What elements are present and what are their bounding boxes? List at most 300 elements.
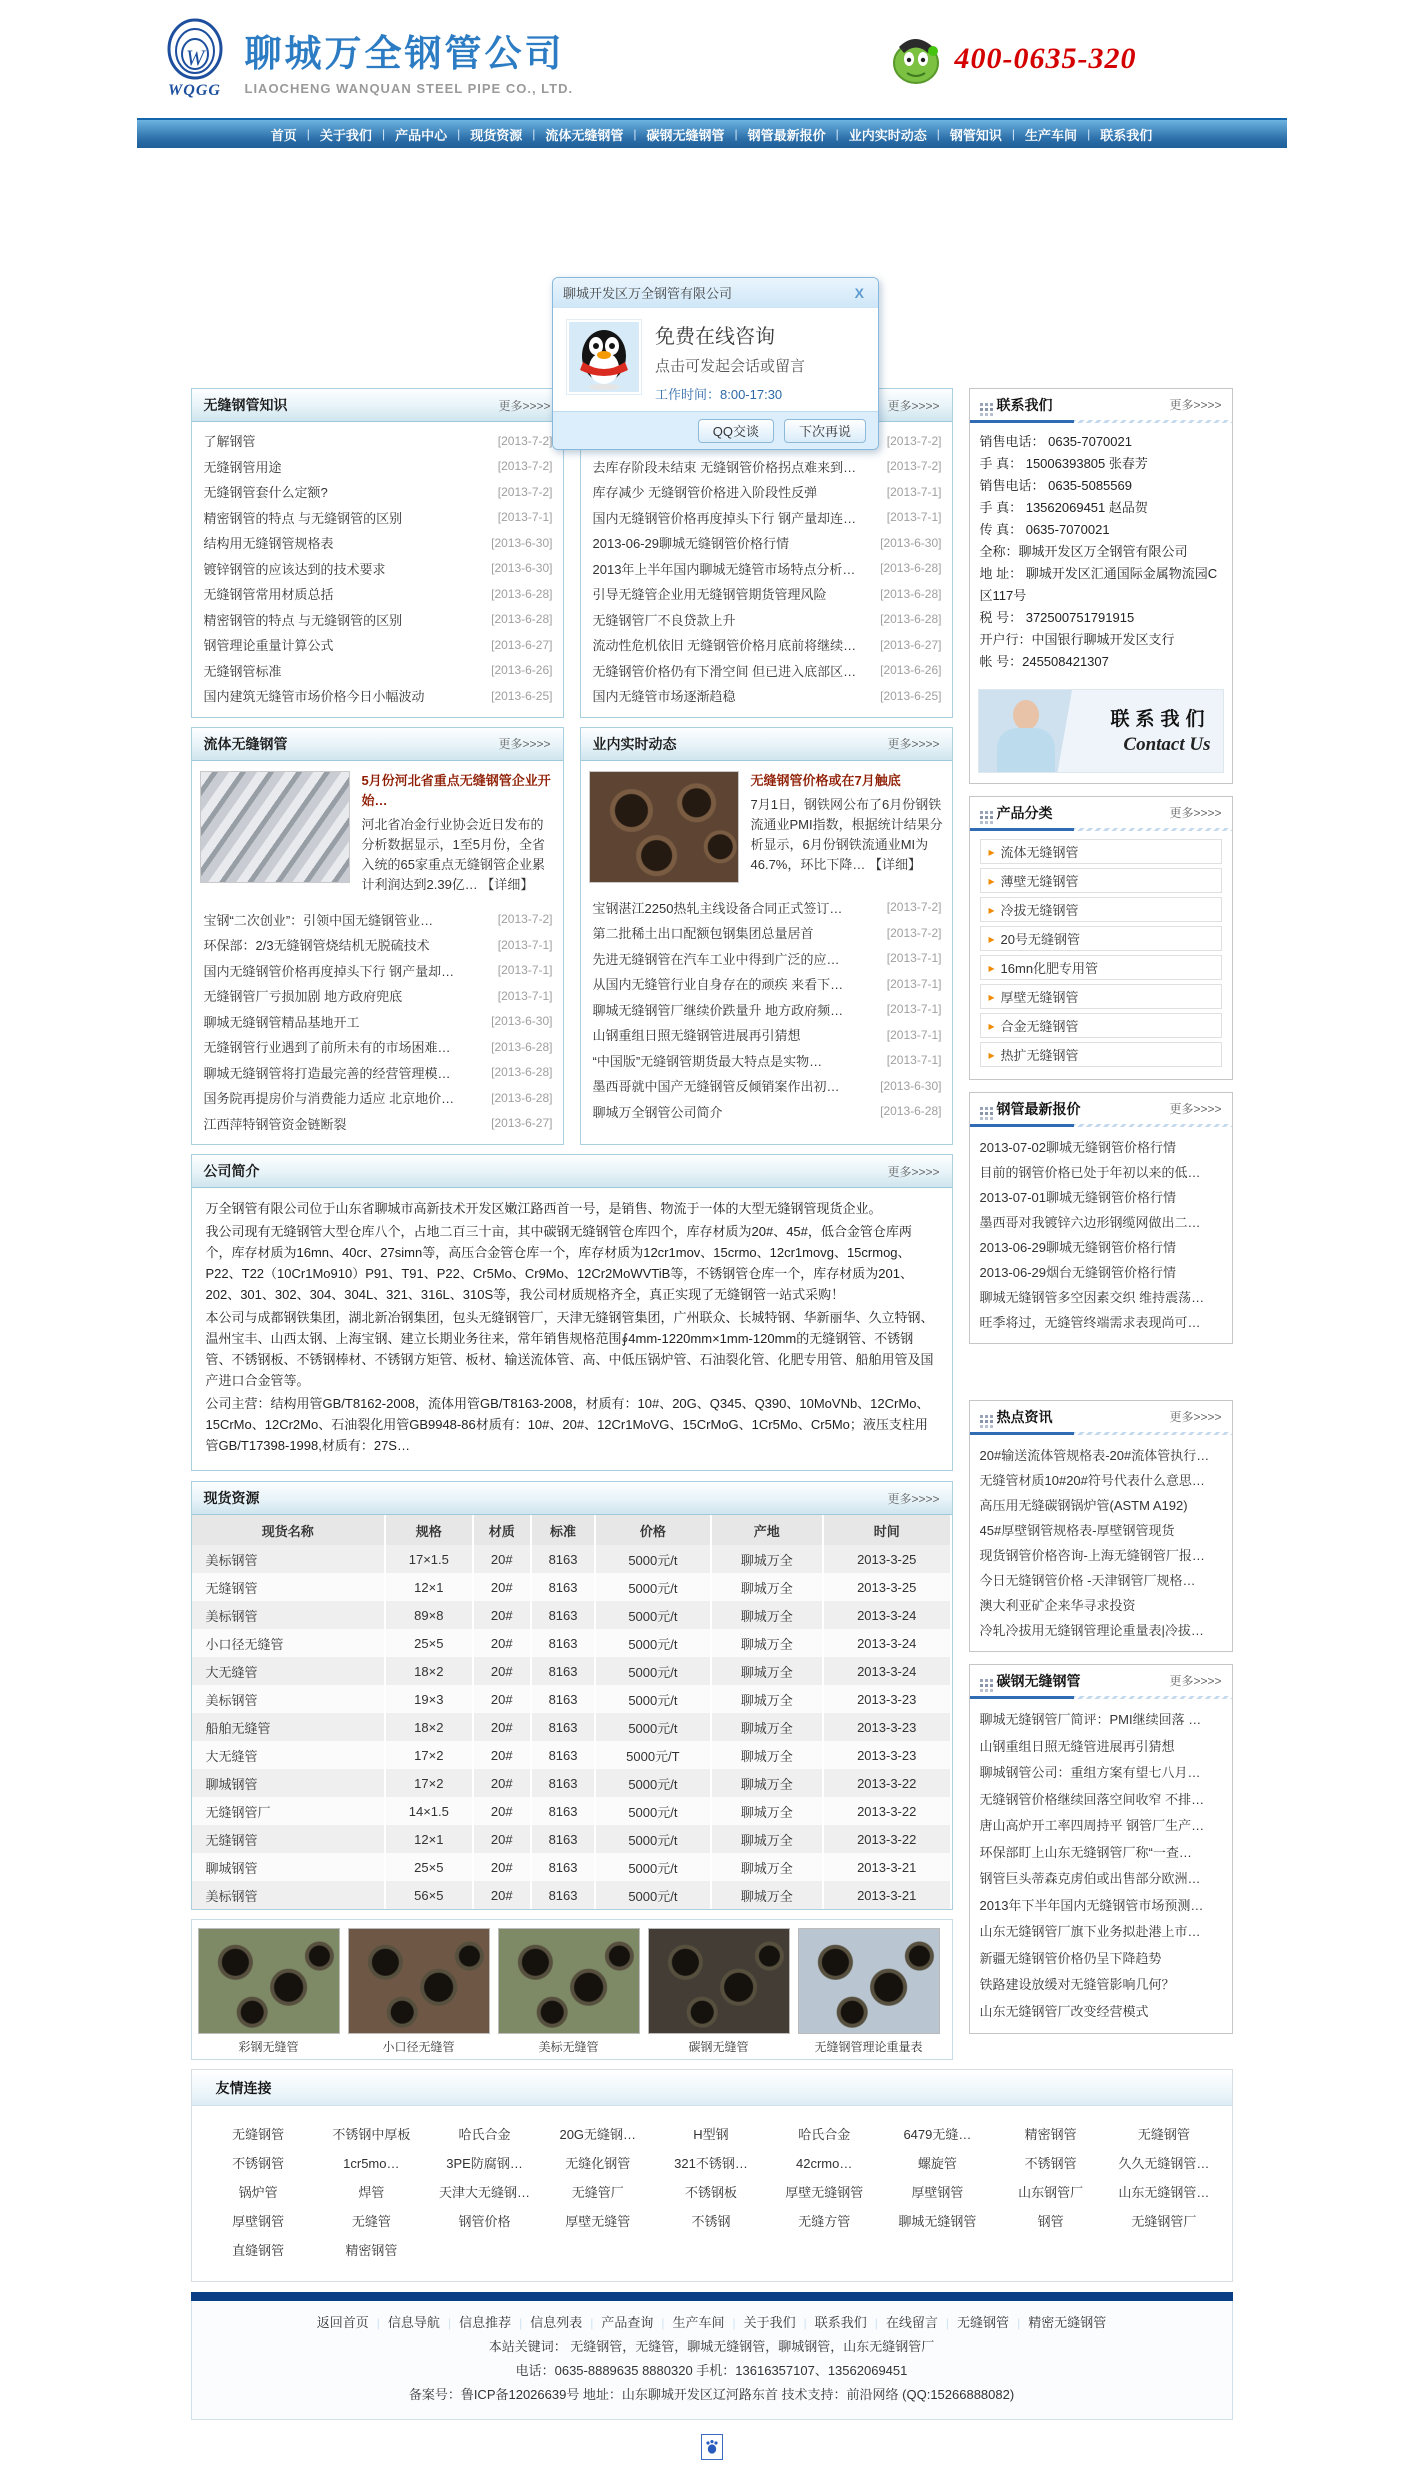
table-cell: 20# (473, 1657, 531, 1685)
list-item-link[interactable]: 2013-06-29聊城无缝钢管价格行情 (979, 1240, 1176, 1255)
friend-link[interactable]: 无缝化钢管 (565, 2156, 631, 2171)
grid-dots-icon (980, 1415, 983, 1418)
box-product-categories (969, 796, 1233, 1080)
list-item-link[interactable]: 环保部盯上山东无缝钢管厂称“一查… (979, 1844, 1192, 1860)
list-item-link[interactable]: 今日无缝钢管价格 -天津钢管厂规格… (979, 1573, 1196, 1588)
friend-link[interactable]: 6479无缝… (903, 2127, 972, 2142)
gallery-image[interactable] (198, 1928, 340, 2034)
table-cell: 5000元/t (595, 1545, 710, 1573)
table-row[interactable] (192, 1769, 951, 1797)
news-item (593, 530, 942, 556)
news-link[interactable]: 聊城万全钢管公司简介 (592, 1104, 723, 1120)
nav-item[interactable]: 钢管知识 (949, 127, 1002, 143)
nav-item[interactable]: 业内实时动态 (848, 127, 927, 143)
list-item-link[interactable]: 无缝管材质10#20#符号代表什么意思… (979, 1473, 1205, 1488)
friend-link[interactable]: 哈氏合金 (458, 2127, 511, 2142)
news-link[interactable]: 精密钢管的特点 与无缝钢管的区别 (203, 612, 403, 628)
featured-title[interactable]: 5月份河北省重点无缝钢管企业开始… (361, 772, 551, 808)
news-link[interactable]: 聊城无缝钢管将打造最完善的经营管理模… (203, 1065, 451, 1081)
news-link[interactable]: 国内无缝钢管价格再度掉头下行 钢产量却… (203, 963, 455, 979)
contact-line: 帐 号：245508421307 (979, 654, 1109, 669)
nav-item[interactable]: 钢管最新报价 (747, 127, 826, 143)
news-link[interactable]: 从国内无缝管行业自身存在的顽疾 来看下… (592, 977, 844, 993)
table-cell: 5000元/t (595, 1685, 710, 1713)
news-link[interactable]: 第二批稀土出口配额包钢集团总量居首 (592, 926, 814, 942)
company-intro-text (192, 1188, 952, 1470)
friend-link[interactable]: 山东钢管厂 (1018, 2185, 1084, 2200)
news-item (593, 971, 942, 997)
friend-link[interactable]: 山东无缝钢管… (1118, 2185, 1210, 2200)
list-item-link[interactable]: 聊城无缝钢管厂简评：PMI继续回落 … (979, 1712, 1202, 1727)
news-link[interactable]: 宝钢“二次创业”：引领中国无缝钢管业… (203, 912, 434, 928)
more-link[interactable]: 更多>>>> (887, 398, 940, 413)
friend-link[interactable]: 无缝钢管 (232, 2127, 285, 2142)
news-item (593, 581, 942, 607)
more-link[interactable]: 更多>>>> (498, 398, 551, 413)
friend-link[interactable]: 钢管 (1037, 2214, 1064, 2229)
more-link[interactable]: 更多>>>> (887, 1164, 940, 1179)
news-date: [2013-7-2] (886, 925, 942, 940)
footer-nav-link[interactable]: 精密无缝钢管 (1028, 2315, 1107, 2330)
table-cell: 20# (473, 1629, 531, 1657)
friend-link[interactable]: 久久无缝钢管… (1118, 2156, 1210, 2171)
header-rule (970, 1124, 1232, 1127)
friend-link[interactable]: 焊管 (358, 2185, 385, 2200)
operator-avatar-body (997, 728, 1055, 773)
svg-text:W: W (185, 45, 204, 70)
friend-link[interactable]: 厚壁无缝钢管 (785, 2185, 864, 2200)
table-row[interactable] (192, 1685, 951, 1713)
footer-nav-link[interactable]: 信息推荐 (459, 2315, 512, 2330)
news-link[interactable]: 无缝钢管价格仍有下滑空间 但已进入底部区… (592, 663, 857, 679)
list-item-link[interactable]: 旺季将过，无缝管终端需求表现尚可… (979, 1315, 1201, 1330)
nav-item[interactable]: 碳钢无缝钢管 (646, 127, 725, 143)
table-cell: 14×1.5 (385, 1797, 473, 1825)
gallery-item (798, 1928, 940, 2055)
footer-nav-link[interactable]: 生产车间 (672, 2315, 725, 2330)
news-date: [2013-6-26] (880, 663, 942, 678)
friend-link[interactable]: 20G无缝钢… (559, 2127, 637, 2142)
friend-link[interactable]: 不锈钢中厚板 (332, 2127, 411, 2142)
list-item-link[interactable]: 45#厚壁钢管规格表-厚壁钢管现货 (979, 1523, 1175, 1538)
news-link[interactable]: 钢管理论重量计算公式 (203, 638, 334, 654)
news-link[interactable]: 流动性危机依旧 无缝钢管价格月底前将继续… (592, 638, 857, 654)
friend-link[interactable]: 螺旋管 (917, 2156, 957, 2171)
friend-link[interactable]: 1cr5mo… (343, 2156, 400, 2171)
category-item[interactable] (980, 868, 1222, 893)
friend-link[interactable]: 哈氏合金 (798, 2127, 851, 2142)
site-stats-paw-icon[interactable] (701, 2434, 723, 2460)
category-link[interactable]: 薄壁无缝钢管 (1000, 874, 1079, 889)
box-title: 产品分类 (996, 804, 1053, 821)
news-item (593, 1099, 942, 1125)
list-item-link[interactable]: 2013-07-02聊城无缝钢管价格行情 (979, 1140, 1176, 1155)
logo-text: WQGG (168, 82, 221, 99)
friend-links-row (202, 2120, 1222, 2149)
category-link[interactable]: 流体无缝钢管 (1000, 845, 1079, 860)
category-item[interactable] (980, 839, 1222, 864)
news-link[interactable]: 无缝钢管常用材质总括 (203, 587, 334, 603)
category-link[interactable]: 合金无缝钢管 (1000, 1019, 1079, 1034)
gallery-caption[interactable]: 小口径无缝管 (382, 2040, 455, 2054)
popup-titlebar (553, 278, 878, 308)
gallery-caption[interactable]: 彩钢无缝管 (238, 2040, 299, 2054)
category-item[interactable] (980, 926, 1222, 951)
table-cell: 56×5 (385, 1881, 473, 1909)
paw-icon (705, 2439, 719, 2455)
contact-banner-image[interactable] (978, 689, 1224, 773)
contact-line: 地 址： 聊城开发区汇通国际金属物流园C区117号 (979, 566, 1218, 603)
box-title: 无缝钢管知识 (203, 397, 288, 413)
news-date: [2013-7-1] (886, 484, 942, 499)
friend-link[interactable]: H型钢 (693, 2127, 729, 2142)
table-cell: 聊城万全 (711, 1657, 823, 1685)
table-cell: 89×8 (385, 1601, 473, 1629)
main-column (191, 388, 953, 2060)
featured-article (581, 761, 952, 889)
more-link[interactable]: 更多>>>> (1169, 1674, 1222, 1688)
news-link[interactable]: 无缝钢管标准 (203, 663, 282, 679)
close-icon[interactable]: X (854, 284, 864, 301)
news-date: [2013-7-1] (886, 1027, 942, 1042)
more-link[interactable]: 更多>>>> (1169, 1102, 1222, 1116)
table-row[interactable] (192, 1657, 951, 1685)
table-row[interactable] (192, 1853, 951, 1881)
nav-item[interactable]: 产品中心 (395, 127, 448, 143)
footer-nav-link[interactable]: 联系我们 (814, 2315, 867, 2330)
nav-separator: | (936, 127, 940, 141)
list-item-link[interactable]: 2013-06-29烟台无缝钢管价格行情 (979, 1265, 1176, 1280)
contact-line: 全称：聊城开发区万全钢管有限公司 (979, 544, 1188, 559)
table-header-cell: 规格 (385, 1515, 473, 1545)
news-link[interactable]: 山钢重组日照无缝钢管进展再引猜想 (592, 1028, 801, 1044)
footer-nav-separator: | (1017, 2316, 1021, 2330)
list-item-link[interactable]: 冷轧冷拔用无缝钢管理论重量表|冷拔… (979, 1623, 1204, 1638)
footer-nav-link[interactable]: 信息导航 (387, 2315, 440, 2330)
category-link[interactable]: 冷拔无缝钢管 (1000, 903, 1079, 918)
contact-line: 销售电话： 0635-7070021 (979, 434, 1132, 449)
list-item-link[interactable]: 澳大利亚矿企来华寻求投资 (979, 1598, 1136, 1613)
news-date: [2013-7-1] (497, 937, 553, 952)
nav-item[interactable]: 流体无缝钢管 (545, 127, 624, 143)
table-cell: 20# (473, 1769, 531, 1797)
table-row[interactable] (192, 1881, 951, 1909)
friend-links-row (202, 2236, 1222, 2265)
news-item (593, 505, 942, 531)
later-button[interactable]: 下次再说 (784, 419, 866, 443)
friend-link[interactable]: 42crmo… (796, 2156, 853, 2171)
box-hot-news (969, 1400, 1233, 1652)
more-link[interactable]: 更多>>>> (887, 737, 940, 751)
list-item-link[interactable]: 山钢重组日照无缝管进展再引猜想 (979, 1738, 1175, 1754)
news-date: [2013-7-2] (886, 459, 942, 474)
category-item[interactable] (980, 955, 1222, 980)
table-row[interactable] (192, 1797, 951, 1825)
nav-item[interactable]: 联系我们 (1100, 127, 1153, 143)
news-date: [2013-7-1] (497, 988, 553, 1003)
table-cell: 2013-3-23 (823, 1741, 951, 1769)
friend-link[interactable]: 钢管价格 (458, 2214, 511, 2229)
friend-link[interactable]: 无缝钢管厂 (1131, 2214, 1197, 2229)
featured-title[interactable]: 无缝钢管价格或在7月触底 (750, 772, 901, 788)
news-link[interactable]: “中国版”无缝钢管期货最大特点是实物… (592, 1053, 823, 1069)
featured-thumbnail[interactable] (589, 771, 739, 883)
category-item[interactable] (980, 897, 1222, 922)
news-link[interactable]: 引导无缝管企业用无缝钢管期货管理风险 (592, 587, 827, 603)
table-cell: 2013-3-24 (823, 1629, 951, 1657)
news-item (593, 895, 942, 921)
friend-link[interactable]: 锅炉管 (238, 2185, 278, 2200)
list-item-link[interactable]: 山东无缝钢管厂改变经营模式 (979, 2003, 1149, 2019)
news-link[interactable]: 镀锌钢管的应该达到的技术要求 (203, 561, 386, 577)
nav-item[interactable]: 生产车间 (1025, 127, 1078, 143)
friend-link[interactable]: 321不锈钢… (674, 2156, 748, 2171)
logo-rings-icon (159, 18, 231, 84)
news-date: [2013-7-2] (497, 484, 553, 499)
contact-line: 销售电话： 0635-5085569 (979, 478, 1132, 493)
table-cell: 5000元/t (595, 1769, 710, 1797)
table-row[interactable] (192, 1601, 951, 1629)
table-row[interactable] (192, 1825, 951, 1853)
friend-link[interactable]: 不锈钢管 (1024, 2156, 1077, 2171)
friend-link[interactable]: 厚壁无缝管 (565, 2214, 631, 2229)
footer-nav-separator: | (519, 2316, 523, 2330)
table-row[interactable] (192, 1573, 951, 1601)
list-item-link[interactable]: 墨西哥对我镀锌六边形钢缆网做出二… (979, 1215, 1201, 1230)
table-row[interactable] (192, 1741, 951, 1769)
nav-item[interactable]: 现货资源 (470, 127, 523, 143)
list-item-link[interactable]: 聊城无缝钢管多空因素交织 维持震荡… (979, 1290, 1205, 1305)
footer-nav-link[interactable]: 无缝钢管 (957, 2315, 1010, 2330)
list-item-link[interactable]: 20#输送流体管规格表-20#流体管执行… (979, 1448, 1210, 1463)
news-link[interactable]: 国内无缝管市场逐渐趋稳 (592, 689, 736, 705)
table-row[interactable] (192, 1713, 951, 1741)
footer-nav-link[interactable]: 信息列表 (530, 2315, 583, 2330)
table-header-row (192, 1515, 951, 1545)
friend-link[interactable]: 3PE防腐钢… (446, 2156, 523, 2171)
news-date: [2013-7-1] (497, 510, 553, 525)
list-item-link[interactable]: 山东无缝钢管厂旗下业务拟赴港上市… (979, 1924, 1201, 1939)
contact-line: 传 真： 0635-7070021 (979, 522, 1110, 537)
news-date: [2013-6-28] (491, 1065, 553, 1080)
footer-nav-separator: | (803, 2316, 807, 2330)
table-cell: 8163 (531, 1629, 595, 1657)
list-item-link[interactable]: 2013年下半年国内无缝钢管市场预测… (979, 1897, 1204, 1913)
more-link[interactable]: 更多>>>> (1169, 806, 1222, 820)
news-link[interactable]: 国内无缝钢管价格再度掉头下行 钢产量却连… (592, 510, 857, 526)
box-title: 碳钢无缝钢管 (996, 1672, 1081, 1689)
news-link[interactable]: 无缝钢管用途 (203, 459, 282, 475)
footer-keywords: 本站关键词： 无缝钢管，无缝管，聊城无缝钢管，聊城钢管，山东无缝钢管厂 (488, 2339, 935, 2354)
box-title: 热点资讯 (996, 1408, 1053, 1425)
list-item-link[interactable]: 目前的钢管价格已处于年初以来的低… (979, 1165, 1201, 1180)
table-cell: 8163 (531, 1881, 595, 1909)
category-list (970, 831, 1232, 1079)
table-cell: 25×5 (385, 1629, 473, 1657)
list-item-link[interactable]: 高压用无缝碳钢锅炉管(ASTM A192) (979, 1498, 1188, 1513)
friend-link[interactable]: 精密钢管 (345, 2243, 398, 2258)
friend-link[interactable]: 无缝管厂 (571, 2185, 624, 2200)
table-row[interactable] (192, 1629, 951, 1657)
category-link[interactable]: 16mn化肥专用管 (1000, 961, 1099, 976)
friend-link[interactable]: 不锈钢管 (232, 2156, 285, 2171)
nav-item[interactable]: 首页 (270, 127, 297, 143)
category-item[interactable] (980, 1013, 1222, 1038)
gallery-image[interactable] (498, 1928, 640, 2034)
news-item (593, 632, 942, 658)
table-cell: 2013-3-21 (823, 1881, 951, 1909)
friend-link[interactable]: 厚壁钢管 (232, 2214, 285, 2229)
news-item (204, 658, 553, 684)
news-link[interactable]: 去库存阶段未结束 无缝钢管价格拐点难来到… (592, 459, 857, 475)
news-item (593, 454, 942, 480)
category-link[interactable]: 热扩无缝钢管 (1000, 1048, 1079, 1063)
news-link[interactable]: 结构用无缝钢管规格表 (203, 536, 334, 552)
gallery-caption[interactable]: 美标无缝管 (538, 2040, 599, 2054)
category-item[interactable] (980, 984, 1222, 1009)
list-item-link[interactable]: 无缝钢管价格继续回落空间收窄 不排… (979, 1791, 1205, 1807)
friend-link[interactable]: 不锈钢 (691, 2214, 731, 2229)
news-link[interactable]: 无缝钢管厂不良贷款上升 (592, 612, 736, 628)
category-link[interactable]: 厚壁无缝钢管 (1000, 990, 1079, 1005)
table-cell: 8163 (531, 1601, 595, 1629)
carbon-list (970, 1699, 1232, 2033)
news-item (593, 479, 942, 505)
friend-link[interactable]: 不锈钢板 (684, 2185, 737, 2200)
friend-link[interactable]: 聊城无缝钢管 (898, 2214, 977, 2229)
gallery-caption[interactable]: 无缝钢管理论重量表 (814, 2040, 923, 2054)
table-cell: 聊城万全 (711, 1685, 823, 1713)
more-link[interactable]: 更多>>>> (1169, 1410, 1222, 1424)
news-date: [2013-6-28] (880, 1104, 942, 1119)
news-link[interactable]: 无缝钢管套什么定额? (203, 485, 328, 501)
footer-nav-separator: | (447, 2316, 452, 2330)
more-link[interactable]: 更多>>>> (1169, 398, 1222, 412)
news-date: [2013-7-1] (886, 976, 942, 991)
table-cell: 5000元/t (595, 1629, 710, 1657)
footer-nav-link[interactable]: 关于我们 (743, 2315, 796, 2330)
table-cell: 5000元/t (595, 1573, 710, 1601)
news-link[interactable]: 2013-06-29聊城无缝钢管价格行情 (592, 536, 789, 552)
news-link[interactable]: 江西萍特钢管资金链断裂 (203, 1116, 347, 1132)
news-link[interactable]: 聊城无缝钢管厂继续价跌量升 地方政府频… (592, 1002, 844, 1018)
footer-nav-link[interactable]: 产品查询 (601, 2315, 654, 2330)
category-link[interactable]: 20号无缝钢管 (1000, 932, 1080, 947)
news-link[interactable]: 环保部：2/3无缝钢管烧结机无脱硫技术 (203, 938, 430, 954)
arrow-icon: ▸ (988, 902, 995, 917)
news-link[interactable]: 国内建筑无缝管市场价格今日小幅波动 (203, 689, 425, 705)
news-item (204, 530, 553, 556)
site-header (137, 0, 1287, 118)
list-item-link[interactable]: 聊城钢管公司：重组方案有望七八月… (979, 1765, 1201, 1780)
gallery-image[interactable] (648, 1928, 790, 2034)
friend-link[interactable]: 直缝钢管 (232, 2243, 285, 2258)
grid-dots-icon (980, 1107, 983, 1110)
friend-link[interactable]: 无缝钢管 (1137, 2127, 1190, 2142)
list-item-link[interactable]: 钢管巨头蒂森克虏伯或出售部分欧洲… (979, 1871, 1201, 1886)
table-cell: 8163 (531, 1685, 595, 1713)
list-item-link[interactable]: 铁路建设放缓对无缝管影响几何？ (979, 1977, 1175, 1992)
friend-link[interactable]: 天津大无缝钢… (439, 2185, 531, 2200)
list-item-link[interactable]: 现货钢管价格咨询-上海无缝钢管厂报… (979, 1548, 1205, 1563)
contact-line: 税 号： 372500751791915 (979, 610, 1135, 625)
news-item (593, 1073, 942, 1099)
news-date: [2013-6-25] (491, 688, 553, 703)
news-link[interactable]: 先进无缝钢管在汽车工业中得到广泛的应… (592, 951, 840, 967)
gallery-caption[interactable]: 碳钢无缝管 (688, 2040, 749, 2054)
table-cell: 5000元/t (595, 1853, 710, 1881)
news-link[interactable]: 2013年上半年国内聊城无缝管市场特点分析… (592, 561, 856, 577)
hot-list (970, 1435, 1232, 1651)
table-cell: 20# (473, 1545, 531, 1573)
news-link[interactable]: 国务院再提房价与消费能力适应 北京地价… (203, 1091, 455, 1107)
operator-avatar (1013, 700, 1039, 730)
table-cell: 聊城钢管 (192, 1853, 385, 1881)
gallery-image[interactable] (348, 1928, 490, 2034)
news-link[interactable]: 了解钢管 (203, 434, 256, 450)
footer-nav-link[interactable]: 返回首页 (316, 2315, 369, 2330)
gallery-image[interactable] (798, 1928, 940, 2034)
table-cell: 聊城万全 (711, 1741, 823, 1769)
news-link[interactable]: 精密钢管的特点 与无缝钢管的区别 (203, 510, 403, 526)
category-item[interactable] (980, 1042, 1222, 1067)
footer-nav-link[interactable]: 在线留言 (885, 2315, 938, 2330)
list-item-link[interactable]: 新疆无缝钢管价格仍呈下降趋势 (979, 1950, 1162, 1966)
news-link[interactable]: 聊城无缝钢管精品基地开工 (203, 1014, 360, 1030)
table-cell: 8163 (531, 1853, 595, 1881)
arrow-icon: ▸ (988, 873, 995, 888)
spot-table (192, 1515, 952, 1909)
news-date: [2013-7-1] (886, 510, 942, 525)
news-list (581, 422, 952, 717)
logo[interactable] (159, 18, 231, 100)
company-title-block (245, 23, 574, 96)
box-carbon-pipe (969, 1664, 1233, 2034)
contact-line: 手 真： 13562069451 赵品贺 (979, 500, 1148, 515)
more-link[interactable]: 更多>>>> (887, 1491, 940, 1506)
news-link[interactable]: 无缝钢管行业遇到了前所未有的市场困难… (203, 1040, 451, 1056)
table-cell: 8163 (531, 1741, 595, 1769)
list-item-link[interactable]: 2013-07-01聊城无缝钢管价格行情 (979, 1190, 1176, 1205)
news-link[interactable]: 无缝钢管厂亏损加剧 地方政府兜底 (203, 989, 403, 1005)
friend-link[interactable]: 无缝方管 (798, 2214, 851, 2229)
friend-link[interactable]: 精密钢管 (1024, 2127, 1077, 2142)
news-link[interactable]: 墨西哥就中国产无缝钢管反倾销案作出初… (592, 1079, 840, 1095)
table-header-cell: 产地 (711, 1515, 823, 1545)
sidebar-gap (969, 1356, 1233, 1400)
product-gallery (191, 1919, 953, 2060)
qq-chat-button[interactable]: QQ交谈 (698, 419, 774, 443)
popup-body (553, 308, 878, 411)
box-industry-news (580, 727, 953, 1146)
featured-thumbnail[interactable] (200, 771, 350, 883)
table-cell: 20# (473, 1685, 531, 1713)
news-link[interactable]: 库存减少 无缝钢管价格进入阶段性反弹 (592, 485, 818, 501)
news-date: [2013-6-30] (880, 1078, 942, 1093)
news-list (192, 901, 563, 1145)
news-date: [2013-6-28] (491, 586, 553, 601)
table-cell: 小口径无缝管 (192, 1629, 385, 1657)
friend-link[interactable]: 无缝管 (351, 2214, 391, 2229)
news-link[interactable]: 宝钢湛江2250热轧主线设备合同正式签订… (592, 900, 843, 916)
friend-link[interactable]: 厚壁钢管 (911, 2185, 964, 2200)
nav-item[interactable]: 关于我们 (319, 127, 372, 143)
list-item-link[interactable]: 唐山高炉开工率四周持平 钢管厂生产… (979, 1818, 1205, 1833)
more-link[interactable]: 更多>>>> (498, 737, 551, 751)
news-item (593, 920, 942, 946)
qq-penguin-icon[interactable] (567, 320, 641, 394)
table-row[interactable] (192, 1545, 951, 1573)
